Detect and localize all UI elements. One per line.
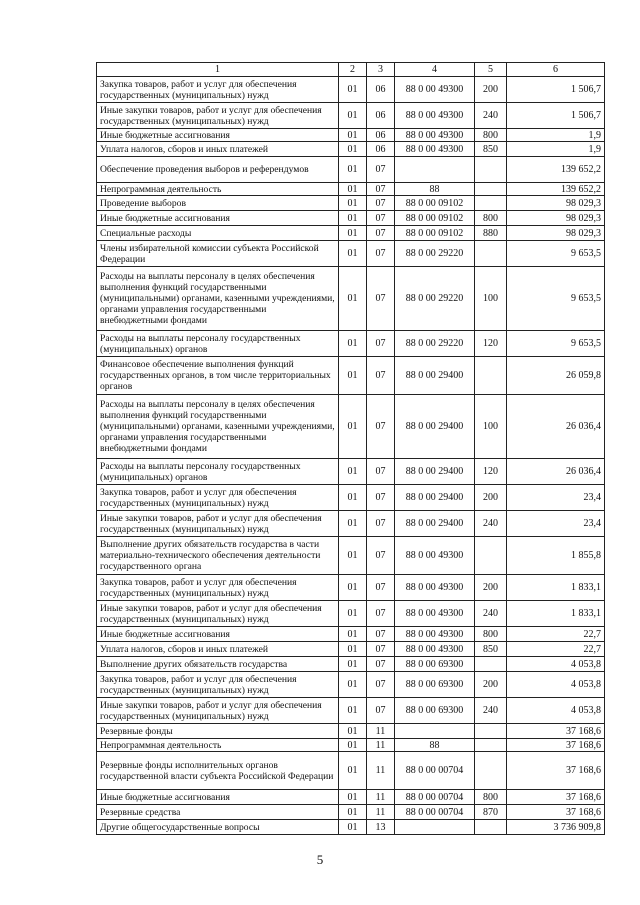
expense-type-cell [475,752,507,790]
expense-type-cell: 870 [475,805,507,820]
row-name-cell: Непрограммная деятельность [97,183,339,196]
section-code-cell: 01 [339,537,367,575]
subsection-code-cell: 07 [367,672,395,698]
section-code-cell: 01 [339,627,367,642]
table-row [97,752,605,790]
amount-cell: 37 168,6 [507,805,605,820]
amount-cell: 22,7 [507,642,605,657]
expense-type-cell: 200 [475,672,507,698]
target-article-cell: 88 [395,739,475,752]
subsection-code-cell: 07 [367,211,395,226]
subsection-code-cell: 07 [367,331,395,357]
row-name-cell: Проведение выборов [97,196,339,211]
table-row [97,627,605,642]
header-cell: 2 [339,63,367,77]
amount-cell: 23,4 [507,511,605,537]
table-row [97,820,605,835]
expense-type-cell [475,724,507,739]
expense-type-cell [475,537,507,575]
amount-cell: 1 506,7 [507,77,605,103]
row-name-cell: Резервные фонды [97,724,339,739]
row-name-cell: Резервные фонды исполнительных органов государственной власти субъекта Российской Федерации [97,752,339,790]
target-article-cell: 88 0 00 49300 [395,627,475,642]
target-article-cell: 88 0 00 29220 [395,331,475,357]
subsection-code-cell: 07 [367,485,395,511]
amount-cell: 1,9 [507,142,605,157]
subsection-code-cell: 07 [367,357,395,395]
row-name-cell: Резервные средства [97,805,339,820]
table-row [97,129,605,142]
section-code-cell: 01 [339,357,367,395]
row-name-cell: Выполнение других обязательств государства [97,657,339,672]
amount-cell: 26 036,4 [507,395,605,459]
target-article-cell: 88 0 00 69300 [395,657,475,672]
subsection-code-cell: 07 [367,575,395,601]
subsection-code-cell: 07 [367,459,395,485]
target-article-cell: 88 0 00 49300 [395,601,475,627]
target-article-cell: 88 0 00 69300 [395,698,475,724]
expense-type-cell: 850 [475,642,507,657]
table-row [97,142,605,157]
section-code-cell: 01 [339,103,367,129]
section-code-cell: 01 [339,142,367,157]
amount-cell: 139 652,2 [507,183,605,196]
subsection-code-cell: 07 [367,642,395,657]
row-name-cell: Расходы на выплаты персоналу государственных (муниципальных) органов [97,331,339,357]
section-code-cell: 01 [339,211,367,226]
section-code-cell: 01 [339,805,367,820]
table-row [97,226,605,241]
subsection-code-cell: 07 [367,395,395,459]
table-row [97,601,605,627]
expense-type-cell: 100 [475,267,507,331]
row-name-cell: Выполнение других обязательств государства в части материально-технического обеспечения деятельности государственного органа [97,537,339,575]
amount-cell: 1 833,1 [507,575,605,601]
target-article-cell: 88 0 00 00704 [395,752,475,790]
amount-cell: 1 506,7 [507,103,605,129]
table-row [97,196,605,211]
row-name-cell: Иные закупки товаров, работ и услуг для обеспечения государственных (муниципальных) нужд [97,103,339,129]
row-name-cell: Члены избирательной комиссии субъекта Российской Федерации [97,241,339,267]
table-header-row [97,63,605,77]
amount-cell: 4 053,8 [507,657,605,672]
subsection-code-cell: 06 [367,77,395,103]
row-name-cell: Специальные расходы [97,226,339,241]
budget-table [96,62,605,835]
target-article-cell: 88 0 00 49300 [395,537,475,575]
table-row [97,103,605,129]
table-row [97,805,605,820]
expense-type-cell [475,157,507,183]
table-body [97,77,605,835]
expense-type-cell: 120 [475,459,507,485]
amount-cell: 98 029,3 [507,196,605,211]
table-row [97,672,605,698]
table-row [97,698,605,724]
subsection-code-cell: 11 [367,724,395,739]
subsection-code-cell: 07 [367,196,395,211]
table-row [97,357,605,395]
table-row [97,739,605,752]
page-number: 5 [316,852,324,867]
table-row [97,575,605,601]
target-article-cell: 88 0 00 29220 [395,241,475,267]
table-row [97,77,605,103]
amount-cell: 4 053,8 [507,698,605,724]
expense-type-cell [475,357,507,395]
expense-type-cell [475,196,507,211]
target-article-cell: 88 0 00 49300 [395,575,475,601]
section-code-cell: 01 [339,241,367,267]
row-name-cell: Закупка товаров, работ и услуг для обеспечения государственных (муниципальных) нужд [97,575,339,601]
subsection-code-cell: 07 [367,267,395,331]
section-code-cell: 01 [339,77,367,103]
target-article-cell: 88 0 00 29400 [395,511,475,537]
subsection-code-cell: 11 [367,805,395,820]
section-code-cell: 01 [339,790,367,805]
expense-type-cell [475,241,507,267]
section-code-cell: 01 [339,820,367,835]
subsection-code-cell: 07 [367,511,395,537]
target-article-cell: 88 0 00 69300 [395,672,475,698]
row-name-cell: Иные закупки товаров, работ и услуг для обеспечения государственных (муниципальных) нужд [97,601,339,627]
subsection-code-cell: 07 [367,183,395,196]
expense-type-cell: 200 [475,485,507,511]
table-row [97,724,605,739]
amount-cell: 3 736 909,8 [507,820,605,835]
table-row [97,790,605,805]
subsection-code-cell: 07 [367,627,395,642]
section-code-cell: 01 [339,672,367,698]
header-cell: 5 [475,63,507,77]
expense-type-cell [475,820,507,835]
row-name-cell: Закупка товаров, работ и услуг для обеспечения государственных (муниципальных) нужд [97,485,339,511]
expense-type-cell: 200 [475,575,507,601]
target-article-cell: 88 0 00 29400 [395,357,475,395]
amount-cell: 37 168,6 [507,739,605,752]
section-code-cell: 01 [339,511,367,537]
target-article-cell: 88 0 00 49300 [395,129,475,142]
section-code-cell: 01 [339,196,367,211]
row-name-cell: Непрограммная деятельность [97,739,339,752]
row-name-cell: Иные закупки товаров, работ и услуг для обеспечения государственных (муниципальных) нужд [97,698,339,724]
section-code-cell: 01 [339,129,367,142]
amount-cell: 9 653,5 [507,241,605,267]
amount-cell: 26 059,8 [507,357,605,395]
table-row [97,211,605,226]
expense-type-cell: 240 [475,511,507,537]
table-row [97,657,605,672]
row-name-cell: Расходы на выплаты персоналу государственных (муниципальных) органов [97,459,339,485]
row-name-cell: Другие общегосударственные вопросы [97,820,339,835]
subsection-code-cell: 07 [367,537,395,575]
row-name-cell: Финансовое обеспечение выполнения функций государственных органов, в том числе территориальных органов [97,357,339,395]
amount-cell: 22,7 [507,627,605,642]
section-code-cell: 01 [339,395,367,459]
amount-cell: 98 029,3 [507,211,605,226]
table-row [97,331,605,357]
row-name-cell: Уплата налогов, сборов и иных платежей [97,142,339,157]
subsection-code-cell: 07 [367,241,395,267]
row-name-cell: Иные бюджетные ассигнования [97,129,339,142]
row-name-cell: Иные бюджетные ассигнования [97,790,339,805]
subsection-code-cell: 07 [367,601,395,627]
table-row [97,267,605,331]
budget-table-container [96,62,604,835]
table-row [97,157,605,183]
amount-cell: 139 652,2 [507,157,605,183]
amount-cell: 37 168,6 [507,752,605,790]
table-row [97,183,605,196]
section-code-cell: 01 [339,657,367,672]
expense-type-cell: 850 [475,142,507,157]
subsection-code-cell: 07 [367,226,395,241]
table-row [97,485,605,511]
subsection-code-cell: 11 [367,752,395,790]
target-article-cell [395,820,475,835]
expense-type-cell: 200 [475,77,507,103]
row-name-cell: Иные бюджетные ассигнования [97,627,339,642]
subsection-code-cell: 11 [367,739,395,752]
expense-type-cell: 800 [475,129,507,142]
target-article-cell [395,157,475,183]
target-article-cell: 88 0 00 29400 [395,459,475,485]
section-code-cell: 01 [339,642,367,657]
subsection-code-cell: 11 [367,790,395,805]
row-name-cell: Закупка товаров, работ и услуг для обеспечения государственных (муниципальных) нужд [97,672,339,698]
target-article-cell: 88 0 00 00704 [395,790,475,805]
amount-cell: 23,4 [507,485,605,511]
amount-cell: 4 053,8 [507,672,605,698]
row-name-cell: Расходы на выплаты персоналу в целях обеспечения выполнения функций государственными (муниципальными) органами, казенными учреждениями, органами управления государственными внебюджетными фондами [97,267,339,331]
amount-cell: 98 029,3 [507,226,605,241]
amount-cell: 1 855,8 [507,537,605,575]
header-cell: 1 [97,63,339,77]
section-code-cell: 01 [339,739,367,752]
target-article-cell: 88 0 00 09102 [395,226,475,241]
expense-type-cell: 100 [475,395,507,459]
expense-type-cell [475,183,507,196]
expense-type-cell: 800 [475,790,507,805]
target-article-cell: 88 0 00 49300 [395,77,475,103]
target-article-cell [395,724,475,739]
expense-type-cell: 240 [475,601,507,627]
section-code-cell: 01 [339,752,367,790]
expense-type-cell [475,657,507,672]
subsection-code-cell: 07 [367,657,395,672]
target-article-cell: 88 0 00 49300 [395,103,475,129]
expense-type-cell: 800 [475,627,507,642]
subsection-code-cell: 07 [367,698,395,724]
expense-type-cell: 880 [475,226,507,241]
section-code-cell: 01 [339,267,367,331]
target-article-cell: 88 0 00 49300 [395,642,475,657]
target-article-cell: 88 0 00 09102 [395,211,475,226]
expense-type-cell: 240 [475,103,507,129]
row-name-cell: Закупка товаров, работ и услуг для обеспечения государственных (муниципальных) нужд [97,77,339,103]
subsection-code-cell: 06 [367,103,395,129]
subsection-code-cell: 07 [367,157,395,183]
amount-cell: 37 168,6 [507,790,605,805]
section-code-cell: 01 [339,575,367,601]
amount-cell: 9 653,5 [507,267,605,331]
subsection-code-cell: 06 [367,142,395,157]
table-row [97,511,605,537]
table-row [97,537,605,575]
row-name-cell: Обеспечение проведения выборов и референдумов [97,157,339,183]
section-code-cell: 01 [339,698,367,724]
target-article-cell: 88 0 00 29220 [395,267,475,331]
section-code-cell: 01 [339,601,367,627]
row-name-cell: Иные бюджетные ассигнования [97,211,339,226]
section-code-cell: 01 [339,226,367,241]
target-article-cell: 88 0 00 29400 [395,395,475,459]
amount-cell: 37 168,6 [507,724,605,739]
section-code-cell: 01 [339,724,367,739]
expense-type-cell: 800 [475,211,507,226]
expense-type-cell: 240 [475,698,507,724]
row-name-cell: Уплата налогов, сборов и иных платежей [97,642,339,657]
amount-cell: 1 833,1 [507,601,605,627]
amount-cell: 26 036,4 [507,459,605,485]
table-row [97,459,605,485]
header-cell: 6 [507,63,605,77]
header-cell: 4 [395,63,475,77]
target-article-cell: 88 [395,183,475,196]
table-row [97,642,605,657]
amount-cell: 9 653,5 [507,331,605,357]
expense-type-cell: 120 [475,331,507,357]
target-article-cell: 88 0 00 09102 [395,196,475,211]
section-code-cell: 01 [339,183,367,196]
table-row [97,241,605,267]
target-article-cell: 88 0 00 49300 [395,142,475,157]
row-name-cell: Иные закупки товаров, работ и услуг для обеспечения государственных (муниципальных) нужд [97,511,339,537]
table-row [97,395,605,459]
expense-type-cell [475,739,507,752]
row-name-cell: Расходы на выплаты персоналу в целях обеспечения выполнения функций государственными (муниципальными) органами, казенными учреждениями, органами управления государственными внебюджетными фондами [97,395,339,459]
section-code-cell: 01 [339,157,367,183]
target-article-cell: 88 0 00 00704 [395,805,475,820]
target-article-cell: 88 0 00 29400 [395,485,475,511]
amount-cell: 1,9 [507,129,605,142]
header-cell: 3 [367,63,395,77]
subsection-code-cell: 13 [367,820,395,835]
section-code-cell: 01 [339,485,367,511]
subsection-code-cell: 06 [367,129,395,142]
section-code-cell: 01 [339,459,367,485]
section-code-cell: 01 [339,331,367,357]
